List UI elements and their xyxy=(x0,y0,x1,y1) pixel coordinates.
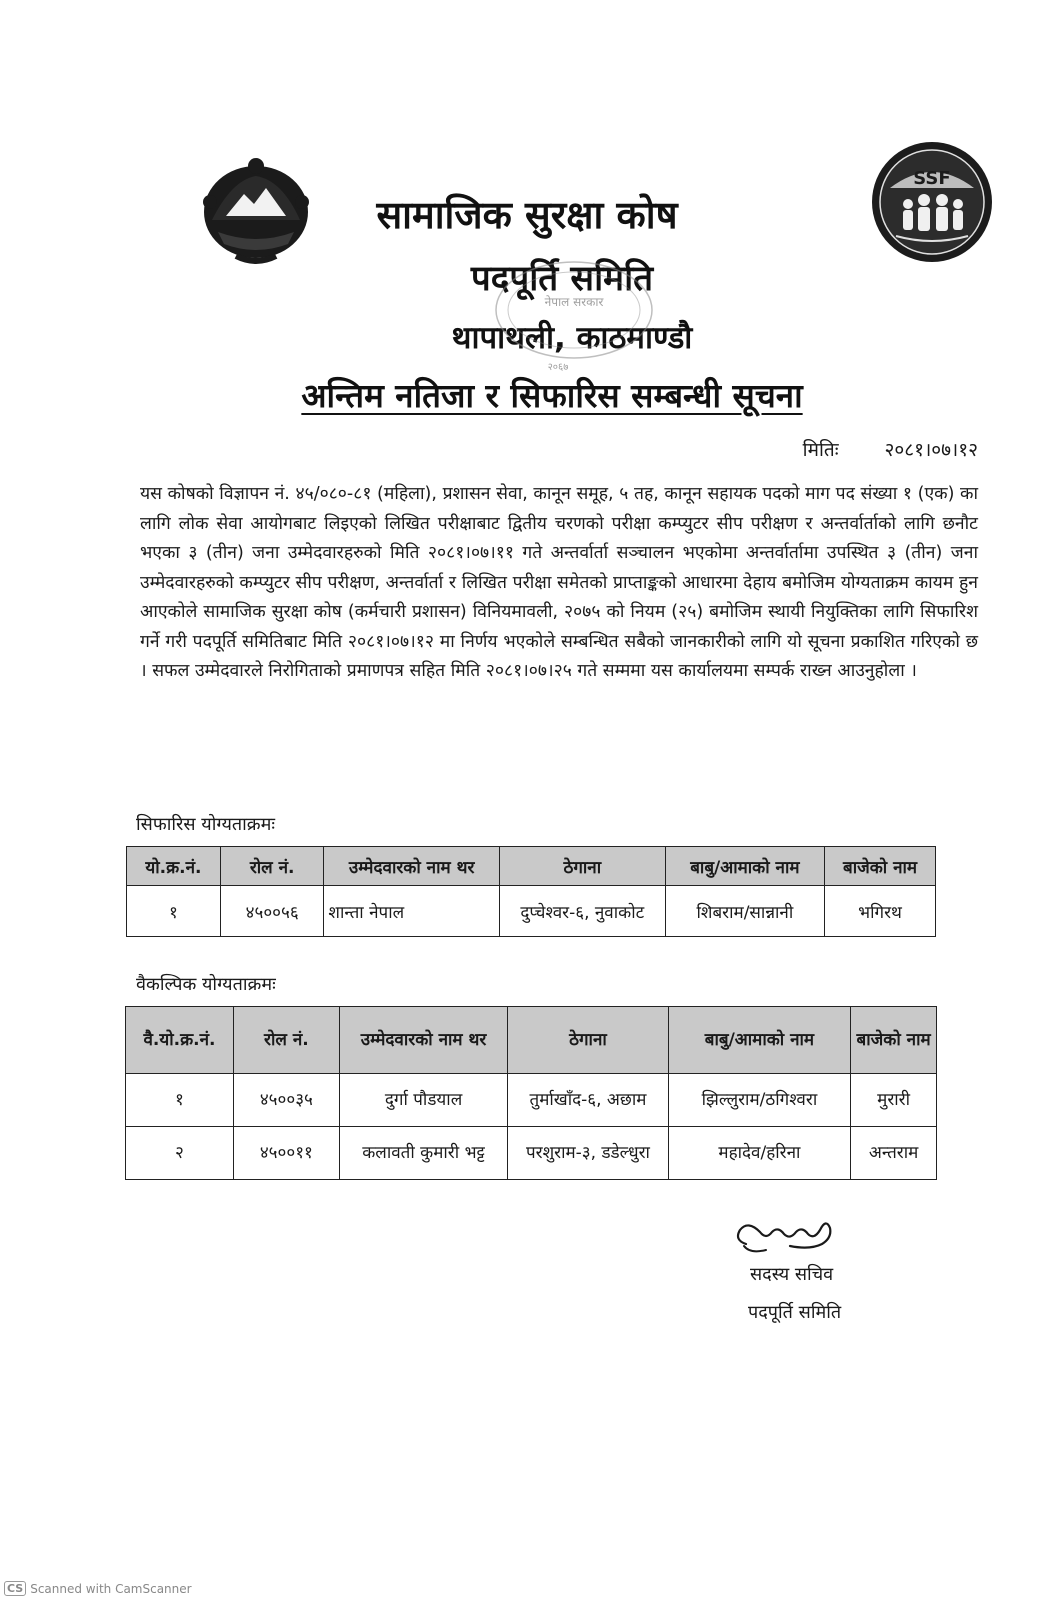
col-name: उम्मेदवारको नाम थर xyxy=(339,1007,507,1074)
col-parents: बाबु/आमाको नाम xyxy=(668,1007,851,1074)
signatory-title: सदस्य सचिव xyxy=(750,1264,834,1285)
col-serial: वै.यो.क्र.नं. xyxy=(126,1007,234,1074)
camscanner-text: Scanned with CamScanner xyxy=(30,1581,192,1596)
notice-title-text: अन्तिम नतिजा र सिफारिस सम्बन्धी सूचना xyxy=(301,376,803,415)
cell-name: शान्ता नेपाल xyxy=(324,886,500,937)
cell-name: दुर्गा पौडयाल xyxy=(339,1074,507,1127)
col-address: ठेगाना xyxy=(508,1007,668,1074)
committee-name: पदपूर्ति समिति xyxy=(470,259,654,299)
signatory-committee: पदपूर्ति समिति xyxy=(748,1302,842,1323)
notice-title xyxy=(20,372,1064,417)
col-roll: रोल नं. xyxy=(233,1007,339,1074)
date-label: मितिः xyxy=(802,439,839,461)
alternate-heading: वैकल्पिक योग्यताक्रमः xyxy=(136,974,276,995)
cell-address: परशुराम-३, डडेल्धुरा xyxy=(508,1127,668,1180)
recommended-table xyxy=(126,846,936,937)
cell-grandfather: भगिरथ xyxy=(825,886,936,937)
cell-roll: ४५००११ xyxy=(233,1127,339,1180)
col-roll: रोल नं. xyxy=(220,847,323,886)
office-stamp xyxy=(484,248,664,378)
table-header-row xyxy=(127,847,936,886)
ssf-logo-text: SSF xyxy=(913,168,951,189)
cell-parents: महादेव/हरिना xyxy=(668,1127,851,1180)
camscanner-watermark xyxy=(4,1581,192,1596)
cell-roll: ४५००५६ xyxy=(220,886,323,937)
cell-grandfather: अन्तराम xyxy=(851,1127,937,1180)
cell-address: दुप्चेश्वर-६, नुवाकोट xyxy=(499,886,665,937)
col-address: ठेगाना xyxy=(499,847,665,886)
table-row xyxy=(126,1127,937,1180)
organization-name: सामाजिक सुरक्षा कोष xyxy=(376,193,678,237)
col-name: उम्मेदवारको नाम थर xyxy=(324,847,500,886)
cell-roll: ४५००३५ xyxy=(233,1074,339,1127)
col-grandfather: बाजेको नाम xyxy=(825,847,936,886)
cell-grandfather: मुरारी xyxy=(851,1074,937,1127)
cell-address: तुर्माखाँद-६, अछाम xyxy=(508,1074,668,1127)
stamp-text: नेपाल सरकार xyxy=(544,295,604,309)
table-header-row xyxy=(126,1007,937,1074)
alternate-table xyxy=(125,1006,937,1180)
cell-serial: १ xyxy=(126,1074,234,1127)
col-serial: यो.क्र.नं. xyxy=(127,847,221,886)
cell-serial: १ xyxy=(127,886,221,937)
notice-date xyxy=(803,436,978,462)
notice-body: यस कोषको विज्ञापन नं. ४५/०८०-८१ (महिला), प्रशासन सेवा, कानून समूह, ५ तह, कानून सहायक पदको माग पद संख्या १ (एक) का लागि लोक सेवा आयोगबाट लिइएको लिखित परीक्षाबाट द्वितीय चरणको परीक्षा कम्प्युटर सीप परीक्षण र अन्तर्वार्ताको लागि छनौट भएका ३ (तीन) जना उम्मेदवारहरुको मिति २०८१।०७।११ गते अन्तर्वार्ता सञ्चालन भएकोमा अन्तर्वार्तामा उपस्थित ३ (तीन) जना उम्मेदवारहरुको कम्प्युटर सीप परीक्षण, अन्तर्वार्ता र लिखित परीक्षा समेतको प्राप्ताङ्कको आधारमा देहाय बमोजिम योग्यताक्रम कायम हुन आएकोले सामाजिक सुरक्षा कोष (कर्मचारी प्रशासन) विनियमावली, २०७५ को नियम (२५) बमोजिम स्थायी नियुक्तिका लागि सिफारिश गर्ने गरी पदपूर्ति समितिबाट मिति २०८१।०७।१२ मा निर्णय भएकोले सम्बन्धित सबैको जानकारीको लागि यो सूचना प्रकाशित गरिएको छ । सफल उम्मेदवारले निरोगिताको प्रमाणपत्र सहित मिति २०८१।०७।२५ गते सम्ममा यस कार्यालयमा सम्पर्क राख्न आउनुहोला । xyxy=(140,484,978,681)
cell-name: कलावती कुमारी भट्ट xyxy=(339,1127,507,1180)
signature xyxy=(730,1210,840,1266)
table-row xyxy=(127,886,936,937)
camscanner-badge: CS xyxy=(4,1581,26,1596)
recommended-heading: सिफारिस योग्यताक्रमः xyxy=(136,814,276,835)
stamp-year: २०६७ xyxy=(547,362,569,373)
table-row xyxy=(126,1074,937,1127)
col-grandfather: बाजेको नाम xyxy=(851,1007,937,1074)
date-value: २०८१।०७।१२ xyxy=(884,439,978,461)
cell-parents: झिल्लुराम/ठगिश्वरा xyxy=(668,1074,851,1127)
col-parents: बाबु/आमाको नाम xyxy=(665,847,824,886)
office-address: थापाथली, काठमाण्डौ xyxy=(451,320,693,356)
cell-parents: शिबराम/सान्नानी xyxy=(665,886,824,937)
cell-serial: २ xyxy=(126,1127,234,1180)
